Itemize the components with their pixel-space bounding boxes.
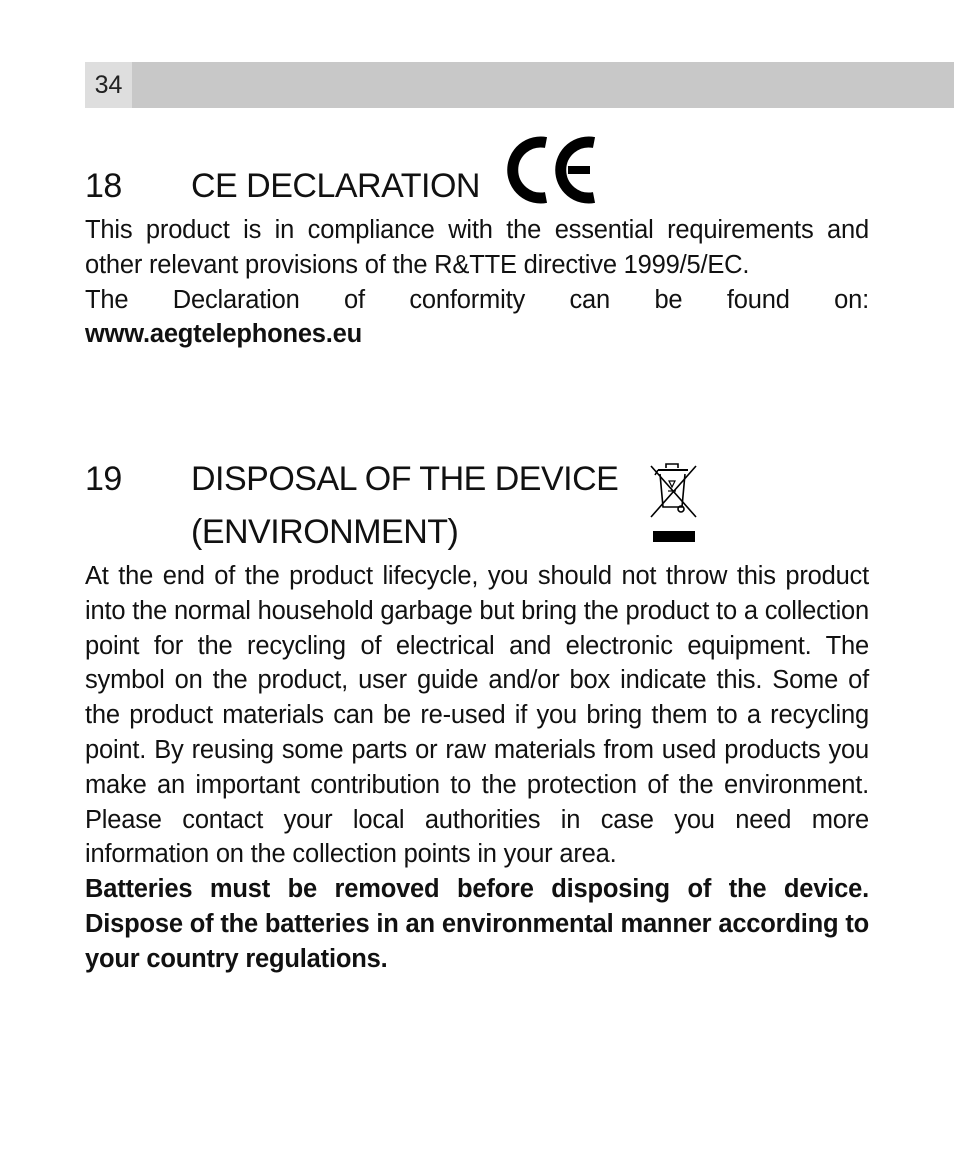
declaration-link[interactable]: www.aegtelephones.eu (85, 320, 363, 349)
declaration-paragraph (85, 283, 869, 353)
section-title-line-1: DISPOSAL OF THE DEVICE (191, 460, 619, 498)
disposal-paragraph: At the end of the product lifecycle, you should not throw this product into the normal household garbage but bring the product to a collection point for the recycling of electrical and electronic equipment. The symbol on the product, user guide and/or box indicate this. Some of the product materials can be re-used if you bring them to a recycling point. By reusing some parts or raw materials from used products you make an important contribution to the protection of the environment. Please contact your local authorities in case you need more information on the collection points in your area. (85, 562, 869, 869)
ce-mark-icon (506, 136, 600, 204)
section-19-heading (85, 453, 869, 559)
section-18-heading (85, 160, 869, 213)
page-header-bar (85, 62, 954, 108)
section-ce-declaration (85, 160, 869, 352)
section-disposal (85, 453, 869, 977)
section-number: 18 (85, 167, 122, 205)
page-number: 34 (85, 62, 132, 108)
crossed-out-wheelie-bin-icon (646, 461, 700, 547)
declaration-text: The Declaration of conformity can be found on: (85, 285, 869, 314)
section-title-line-2: (ENVIRONMENT) (191, 513, 459, 551)
compliance-paragraph: This product is in compliance with the essential requirements and other relevant provisions of the R&TTE directive 1999/5/EC. (85, 216, 869, 279)
battery-warning-paragraph: Batteries must be removed before disposing of the device. Dispose of the batteries in an environmental manner according to your country regulations. (85, 875, 869, 973)
section-title: CE DECLARATION (191, 167, 480, 205)
section-number: 19 (85, 460, 122, 498)
